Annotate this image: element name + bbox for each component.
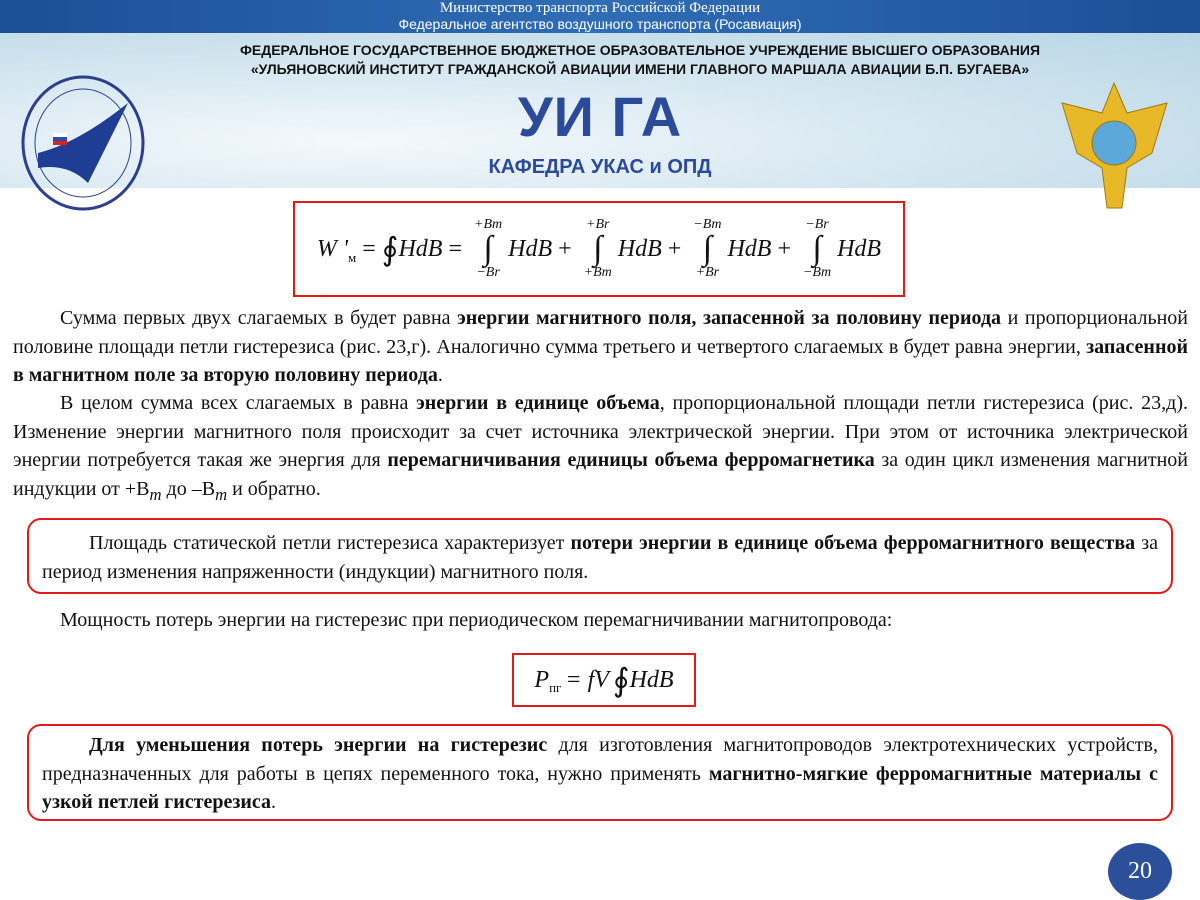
page-number: 20: [1108, 843, 1172, 900]
text: за период изменения напряженности (индукции) магнитного поля.: [42, 532, 1158, 583]
highlight-text-1: [42, 529, 1158, 586]
power-formula: [512, 653, 696, 707]
text: .: [437, 364, 443, 386]
bold-text: запасенной в магнитном поле за вторую половину периода: [13, 335, 1188, 386]
formula-eq: =: [362, 235, 376, 262]
formula-term: HdB: [617, 235, 662, 262]
contour-integral-symbol: ∮: [612, 662, 630, 698]
formula-eq: =: [448, 235, 463, 262]
bold-text: магнитно-мягкие ферромагнитные материалы с узкой петлей гистерезиса: [42, 762, 1159, 813]
plus: +: [558, 235, 572, 262]
ministry-title: Министерство транспорта Российской Федерации: [439, 0, 761, 16]
integral: +Br ∫ +Bm: [583, 217, 612, 280]
power-text: Мощность потерь энергии на гистерезис при периодическом перемагничивании магнитопровода:: [60, 609, 893, 631]
formula-term: HdB: [508, 235, 553, 262]
lower-limit: −Br: [476, 265, 500, 280]
bold-text: потери энергии в единице объема ферромагнитного вещества: [570, 532, 1136, 554]
formula-w: W ': [316, 235, 349, 262]
text: , пропорциональной площади петли гистерезиса (рис. 23,д). Изменение энергии магнитного поля происходит за счет источника электрической энергии. При этом от источника электрической энергии потребуется такая же энергия для: [13, 392, 1188, 471]
integral: +Bm ∫ −Br: [474, 217, 503, 280]
text: Сумма первых двух слагаемых в будет равна: [60, 307, 458, 329]
formula-sub: м: [348, 250, 357, 265]
formula-term: = fV: [565, 666, 609, 693]
text: .: [271, 791, 277, 813]
paragraph-1: [13, 304, 1188, 390]
plus: +: [777, 235, 791, 262]
formula-term: HdB: [837, 235, 882, 262]
upper-limit: −Br: [805, 217, 829, 232]
formula-term: HdB: [398, 235, 443, 262]
upper-limit: +Bm: [474, 217, 503, 232]
formula-p: P: [534, 666, 550, 693]
bold-text: энергии в единице объема: [416, 392, 660, 414]
bold-text: энергии магнитного поля, запасенной за половину периода: [457, 307, 1002, 329]
subscript: m: [149, 484, 162, 504]
text: и пропорциональной половине площади петли гистерезиса (рис. 23,г). Аналогично сумма третьего и четвертого слагаемых в будет равна энергии,: [13, 307, 1188, 358]
text: до –B: [161, 477, 216, 500]
text: В целом сумма всех слагаемых в равна: [60, 392, 417, 414]
integral: −Br ∫ −Bm: [802, 217, 832, 280]
department-title: КАФЕДРА УКАС и ОПД: [488, 156, 712, 178]
text: и обратно.: [227, 477, 321, 500]
top-bar: [0, 0, 1200, 33]
institution-line2: «УЛЬЯНОВСКИЙ ИНСТИТУТ ГРАЖДАНСКОЙ АВИАЦИИ ИМЕНИ ГЛАВНОГО МАРШАЛА АВИАЦИИ Б.П. БУГАЕВА»: [250, 61, 1030, 77]
bold-text: перемагничивания единицы объема ферромагнетика: [387, 449, 875, 471]
plus: +: [667, 235, 682, 262]
upper-limit: +Br: [586, 217, 610, 232]
contour-integral-symbol: ∮: [381, 231, 399, 267]
agency-title: Федеральное агентство воздушного транспорта (Росавиация): [398, 16, 802, 32]
energy-formula: [293, 201, 905, 297]
paragraph-2: [13, 389, 1188, 509]
text: для изготовления магнитопроводов электротехнических устройств, предназначенных для работы в цепях переменного тока, нужно применять: [42, 734, 1158, 785]
lower-limit: +Bm: [583, 265, 612, 280]
upper-limit: −Bm: [693, 217, 722, 232]
highlight-text-2: [42, 731, 1158, 817]
formula-term: HdB: [727, 235, 772, 262]
formula-sub: пг: [549, 680, 562, 695]
institute-abbr: УИ ГА: [517, 85, 683, 148]
bold-text: Для уменьшения потерь энергии на гистерезис: [89, 734, 548, 756]
integral: −Bm ∫ +Br: [693, 217, 722, 280]
formula-term: HdB: [629, 666, 674, 693]
subscript: m: [215, 484, 228, 504]
text: Площадь статической петли гистерезиса характеризует: [89, 532, 571, 554]
text: за один цикл изменения магнитной индукции от +B: [13, 449, 1188, 500]
institution-line1: ФЕДЕРАЛЬНОЕ ГОСУДАРСТВЕННОЕ БЮДЖЕТНОЕ ОБРАЗОВАТЕЛЬНОЕ УЧРЕЖДЕНИЕ ВЫСШЕГО ОБРАЗОВАНИЯ: [239, 42, 1041, 58]
lower-limit: +Br: [695, 265, 720, 280]
lower-limit: −Bm: [802, 265, 832, 280]
